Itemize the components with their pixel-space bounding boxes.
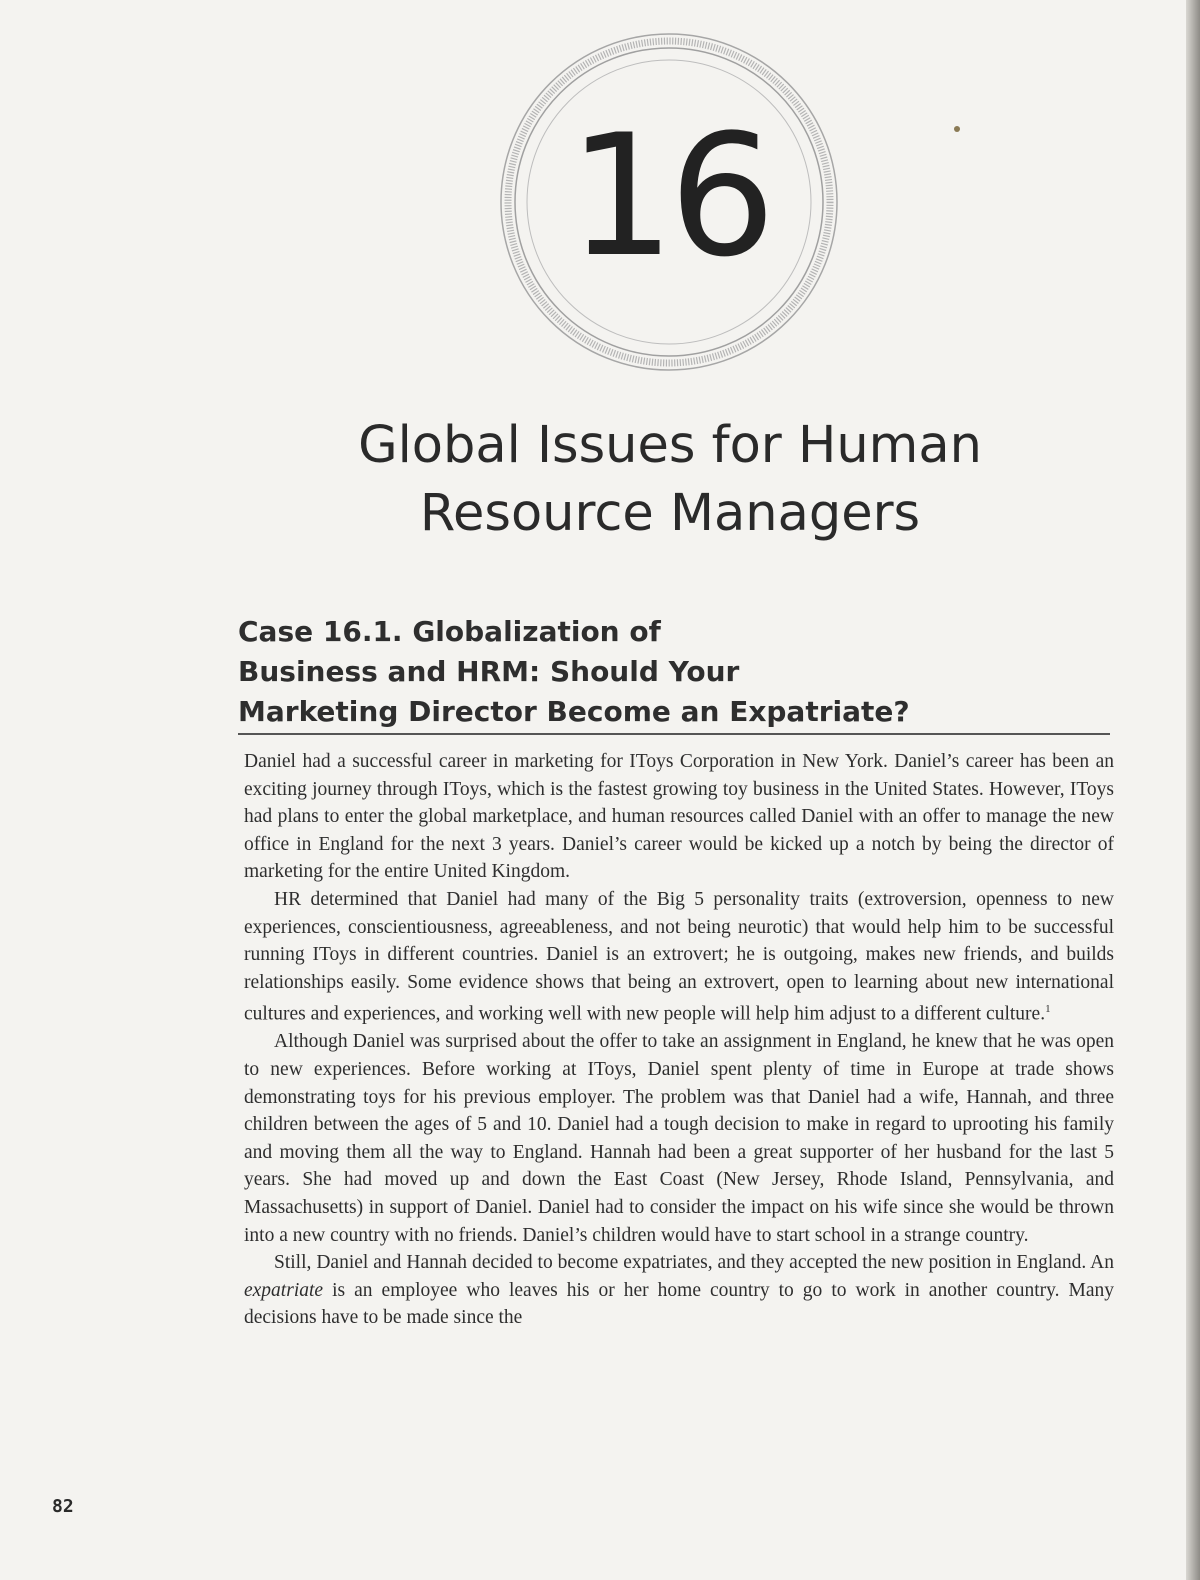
case-heading-line-1: Case 16.1. Globalization of	[238, 615, 661, 648]
print-speck	[954, 126, 960, 132]
chapter-title	[250, 412, 1090, 548]
case-heading	[238, 612, 998, 732]
footnote-marker: 1	[1045, 1003, 1051, 1016]
case-heading-line-3: Marketing Director Become an Expatriate?	[238, 695, 910, 728]
chapter-title-line-2: Resource Managers	[419, 484, 921, 543]
paragraph-3: Although Daniel was surprised about the offer to take an assignment in England, he knew that he was open to new experiences. Before working at IToys, Daniel spent plenty of time in Europe at trade shows demonstrating toys for his previous employer. The problem was that Daniel had a wife, Hannah, and three children between the ages of 5 and 10. Daniel had a tough decision to make in regard to uprooting his family and moving them all the way to England. Hannah had been a great supporter of her husband for the last 5 years. She had moved up and down the East Coast (New Jersey, Rhode Island, Pennsylvania, and Massachusetts) in support of Daniel. Daniel had to consider the impact on his wife since she would be thrown into a new country with no friends. Daniel’s children would have to start school in a strange country.	[244, 1031, 1114, 1246]
page-edge-shadow	[1186, 0, 1200, 1580]
page-number: 82	[52, 1496, 74, 1517]
paragraph-2-text: HR determined that Daniel had many of the Big 5 personality traits (extroversion, openness to new experiences, conscientiousness, agreeableness, and not being neurotic) that would help him to be successful running IToys in different countries. Daniel is an extrovert; he is outgoing, makes new friends, and builds relationships easily. Some evidence shows that being an extrovert, open to learning about new international cultures and experiences, and working well with new people will help him adjust to a different culture.	[244, 888, 1114, 1025]
paragraph-4-end: is an employee who leaves his or her home country to go to work in another country. Many decisions have to be made since the	[244, 1279, 1114, 1329]
chapter-title-line-1: Global Issues for Human	[358, 416, 982, 475]
case-heading-line-2: Business and HRM: Should Your	[238, 655, 740, 688]
paragraph-4	[244, 1249, 1114, 1332]
body-text	[244, 748, 1114, 1332]
paragraph-4-start: Still, Daniel and Hannah decided to become expatriates, and they accepted the new position in England. An	[274, 1252, 1114, 1274]
heading-rule	[238, 733, 1110, 735]
chapter-number: 16	[568, 98, 770, 294]
paragraph-1: Daniel had a successful career in marketing for IToys Corporation in New York. Daniel’s career has been an exciting journey through IToys, which is the fastest growing toy business in the United States. However, IToys had plans to enter the global marketplace, and human resources called Daniel with an offer to manage the new office in England for the next 3 years. Daniel’s career would be kicked up a notch by being the director of marketing for the entire United Kingdom.	[244, 751, 1114, 883]
expatriate-term: expatriate	[244, 1279, 324, 1301]
paragraph-2	[244, 886, 1114, 1028]
